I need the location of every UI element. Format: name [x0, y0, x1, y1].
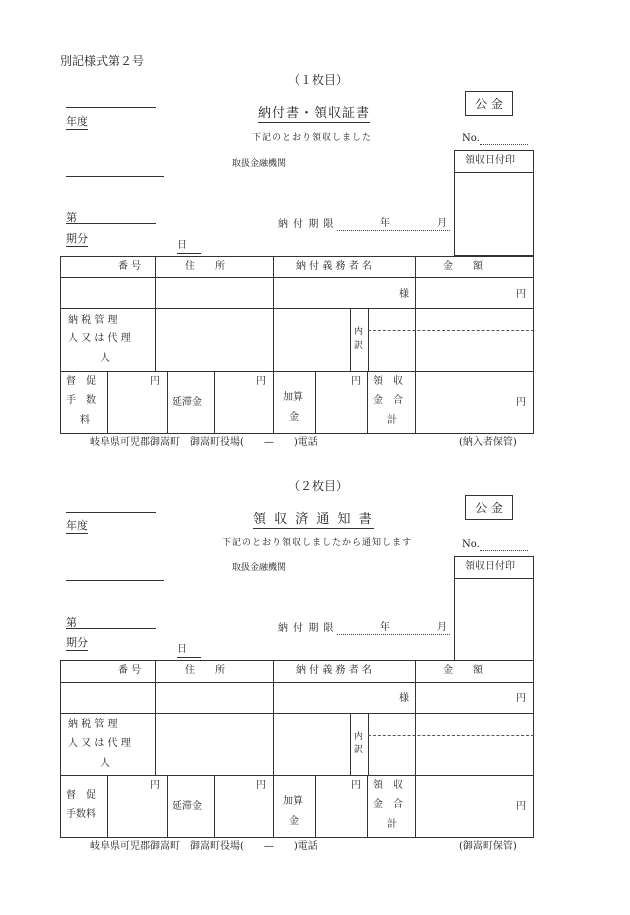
sheet-label: （１枚目） — [288, 73, 349, 87]
col-amount-header: 金 額 — [443, 665, 483, 676]
fee-label-2: 手 数 — [66, 395, 96, 406]
dai-line — [66, 223, 156, 224]
col-address-header: 住 所 — [185, 665, 225, 676]
year-mark: 年 — [380, 218, 390, 229]
deadline-label: 納 付 期 限 — [278, 623, 335, 634]
footer-keeper: (御嵩町保管) — [459, 841, 517, 852]
receipt-stamp-label: 領収日付印 — [465, 155, 515, 166]
deadline-label: 納 付 期 限 — [278, 219, 335, 230]
uchiwake-1: 内 — [354, 327, 364, 337]
total-yen: 円 — [516, 801, 526, 812]
total-label-3: 計 — [387, 819, 397, 830]
sama-label: 様 — [399, 693, 409, 704]
total-label-1: 領 収 — [373, 376, 403, 387]
uchiwake-2: 訳 — [354, 745, 364, 755]
col-address-header: 住 所 — [185, 261, 225, 272]
fee-yen: 円 — [150, 780, 160, 791]
payment-table — [60, 660, 534, 838]
addition-label-2: 金 — [289, 412, 299, 423]
document-subtitle: 下記のとおり領収しました — [252, 133, 373, 143]
dai-label: 第 — [66, 616, 77, 629]
hi-label: 日 — [177, 241, 201, 254]
footer-office: 岐阜県可児郡御嵩町 御嵩町役場( — )電話 — [90, 437, 318, 448]
addition-yen: 円 — [351, 376, 361, 387]
receipt-stamp-label: 領収日付印 — [465, 561, 515, 572]
bank-label: 取扱金融機関 — [232, 159, 287, 169]
public-fund-box: 公 金 — [465, 495, 513, 520]
addition-label-1: 加算 — [283, 796, 303, 807]
addition-label-1: 加算 — [283, 392, 303, 403]
delay-yen: 円 — [256, 376, 266, 387]
fee-label-1: 督 促 — [66, 376, 96, 387]
form-id-label: 別記様式第２号 — [60, 54, 145, 68]
sama-label: 様 — [399, 289, 409, 300]
agent-label-3: 人 — [100, 758, 110, 769]
total-label-3: 計 — [387, 415, 397, 426]
fee-yen: 円 — [150, 376, 160, 387]
col-number-header: 番 号 — [118, 665, 142, 676]
agent-label-1: 納 税 管 理 — [68, 719, 118, 730]
kibun-label: 期分 — [66, 636, 88, 649]
agent-label-2: 人 又 は 代 理 — [68, 333, 131, 344]
kibun-label: 期分 — [66, 232, 88, 245]
year-underline — [66, 107, 156, 108]
addition-yen: 円 — [351, 780, 361, 791]
total-label-1: 領 収 — [373, 780, 403, 791]
bank-label: 取扱金融機関 — [232, 563, 287, 573]
deadline-line — [337, 230, 450, 231]
no-label: No. — [462, 133, 480, 144]
fee-label-2: 手数料 — [66, 809, 96, 820]
stamp-divider — [454, 578, 534, 579]
hi-label: 日 — [177, 645, 201, 658]
col-payer-header: 納 付 義 務 者 名 — [296, 261, 372, 272]
footer-office: 岐阜県可児郡御嵩町 御嵩町役場( — )電話 — [90, 841, 318, 852]
total-label-2: 金 合 — [373, 799, 403, 810]
agent-label-2: 人 又 は 代 理 — [68, 738, 131, 749]
document-title: 納付書・領収証書 — [258, 106, 371, 121]
col-payer-header: 納 付 義 務 者 名 — [296, 665, 372, 676]
uchiwake-1: 内 — [354, 732, 364, 742]
stamp-divider — [454, 172, 534, 173]
yen-label: 円 — [516, 693, 526, 704]
fee-label-1: 督 促 — [66, 790, 96, 801]
no-line — [480, 550, 528, 551]
no-line — [480, 144, 528, 145]
nendo-label: 年度 — [66, 519, 88, 532]
delay-label: 延滞金 — [172, 801, 202, 812]
year-underline — [66, 512, 156, 513]
total-label-2: 金 合 — [373, 395, 403, 406]
nendo-label: 年度 — [66, 115, 88, 128]
col-amount-header: 金 額 — [443, 261, 483, 272]
dai-line — [66, 628, 156, 629]
month-mark: 月 — [437, 622, 447, 633]
bank-line — [66, 580, 164, 581]
no-label: No. — [462, 539, 480, 550]
uchiwake-2: 訳 — [354, 341, 364, 351]
bank-line — [66, 176, 164, 177]
sheet-label: （２枚目） — [288, 479, 349, 493]
yen-label: 円 — [516, 289, 526, 300]
footer-keeper: (納入者保管) — [459, 437, 517, 448]
addition-label-2: 金 — [289, 816, 299, 827]
month-mark: 月 — [437, 218, 447, 229]
fee-label-3: 料 — [80, 415, 90, 426]
agent-label-3: 人 — [100, 353, 110, 364]
document-title: 領 収 済 通 知 書 — [253, 512, 374, 527]
deadline-line — [337, 634, 450, 635]
col-number-header: 番 号 — [118, 261, 142, 272]
payment-table — [60, 256, 534, 434]
agent-label-1: 納 税 管 理 — [68, 315, 118, 326]
public-fund-box: 公 金 — [465, 91, 513, 116]
total-yen: 円 — [516, 397, 526, 408]
delay-label: 延滞金 — [172, 397, 202, 408]
year-mark: 年 — [380, 622, 390, 633]
document-subtitle: 下記のとおり領収しましたから通知します — [222, 538, 413, 548]
dai-label: 第 — [66, 211, 77, 224]
delay-yen: 円 — [256, 780, 266, 791]
